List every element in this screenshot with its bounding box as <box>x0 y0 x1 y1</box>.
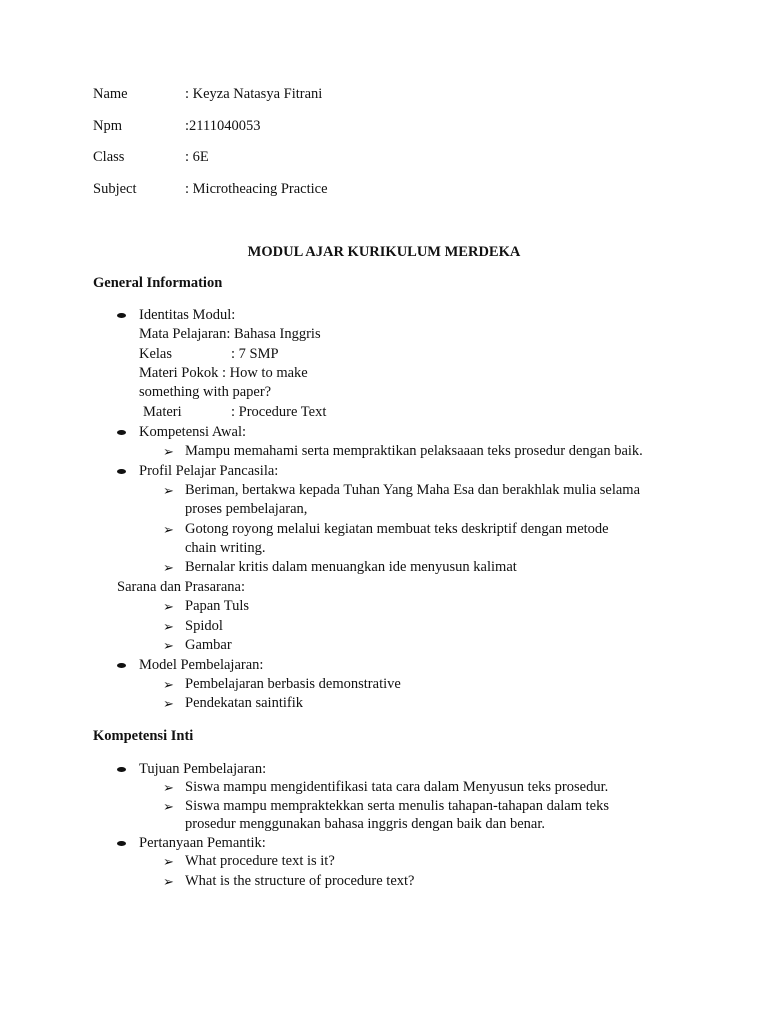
materi-pokok-line-1: Materi Pokok : How to make <box>139 365 308 381</box>
model-item-2: Pendekatan saintifik <box>185 695 303 711</box>
document-title: MODUL AJAR KURIKULUM MERDEKA <box>247 244 521 260</box>
arrow-bullet-icon: ➢ <box>163 677 174 692</box>
arrow-bullet-icon: ➢ <box>163 799 174 814</box>
npm-value: :2111040053 <box>185 118 261 134</box>
identitas-label: Identitas Modul: <box>139 307 236 323</box>
bullet-dot-icon <box>117 430 126 435</box>
model-label: Model Pembelajaran: <box>139 657 264 673</box>
pemantik-label: Pertanyaan Pemantik: <box>139 835 266 851</box>
npm-label: Npm <box>93 118 122 134</box>
subject-value: : Microtheacing Practice <box>185 181 328 197</box>
tujuan-label: Tujuan Pembelajaran: <box>139 761 267 777</box>
kelas-value: : 7 SMP <box>231 346 279 362</box>
mapel-line: Mata Pelajaran: Bahasa Inggris <box>139 326 321 342</box>
kompetensi-awal-item: Mampu memahami serta mempraktikan pelaksaaan teks prosedur dengan baik. <box>185 443 643 459</box>
kelas-label: Kelas <box>139 346 173 362</box>
tujuan-item-1: Siswa mampu mengidentifikasi tata cara dalam Menyusun teks prosedur. <box>185 779 609 795</box>
bullet-dot-icon <box>117 469 126 474</box>
pemantik-item-2: What is the structure of procedure text? <box>185 873 415 889</box>
name-label: Name <box>93 86 128 102</box>
class-label: Class <box>93 149 125 165</box>
arrow-bullet-icon: ➢ <box>163 638 174 653</box>
arrow-bullet-icon: ➢ <box>163 619 174 634</box>
class-value: : 6E <box>185 149 209 165</box>
materi-pokok-line-2: something with paper? <box>139 384 272 400</box>
tujuan-item-2-line-1: Siswa mampu mempraktekkan serta menulis tahapan-tahapan dalam teks <box>185 798 609 814</box>
general-heading: General Information <box>93 275 223 291</box>
arrow-bullet-icon: ➢ <box>163 560 174 575</box>
bullet-dot-icon <box>117 767 126 772</box>
bullet-dot-icon <box>117 663 126 668</box>
arrow-bullet-icon: ➢ <box>163 854 174 869</box>
bullet-dot-icon <box>117 313 126 318</box>
arrow-bullet-icon: ➢ <box>163 483 174 498</box>
subject-label: Subject <box>93 181 137 197</box>
sarana-item-2: Spidol <box>185 618 223 634</box>
profil-item-1-line-1: Beriman, bertakwa kepada Tuhan Yang Maha Esa dan berakhlak mulia selama <box>185 482 641 498</box>
profil-item-1-line-2: proses pembelajaran, <box>185 501 308 517</box>
sarana-item-1: Papan Tuls <box>185 598 250 614</box>
sarana-item-3: Gambar <box>185 637 232 653</box>
kompetensi-awal-label: Kompetensi Awal: <box>139 424 247 440</box>
bullet-dot-icon <box>117 841 126 846</box>
profil-item-3: Bernalar kritis dalam menuangkan ide menyusun kalimat <box>185 559 517 575</box>
arrow-bullet-icon: ➢ <box>163 522 174 537</box>
profil-item-2-line-1: Gotong royong melalui kegiatan membuat teks deskriptif dengan metode <box>185 521 609 537</box>
materi-value: : Procedure Text <box>231 404 327 420</box>
tujuan-item-2-line-2: prosedur menggunakan bahasa inggris dengan baik dan benar. <box>185 816 545 832</box>
pemantik-item-1: What procedure text is it? <box>185 853 335 869</box>
arrow-bullet-icon: ➢ <box>163 696 174 711</box>
arrow-bullet-icon: ➢ <box>163 444 174 459</box>
arrow-bullet-icon: ➢ <box>163 599 174 614</box>
profil-item-2-line-2: chain writing. <box>185 540 266 556</box>
arrow-bullet-icon: ➢ <box>163 874 174 889</box>
materi-label: Materi <box>143 404 182 420</box>
arrow-bullet-icon: ➢ <box>163 780 174 795</box>
sarana-label: Sarana dan Prasarana: <box>117 579 246 595</box>
name-value: : Keyza Natasya Fitrani <box>185 86 323 102</box>
inti-heading: Kompetensi Inti <box>93 728 194 744</box>
model-item-1: Pembelajaran berbasis demonstrative <box>185 676 401 692</box>
profil-label: Profil Pelajar Pancasila: <box>139 463 279 479</box>
